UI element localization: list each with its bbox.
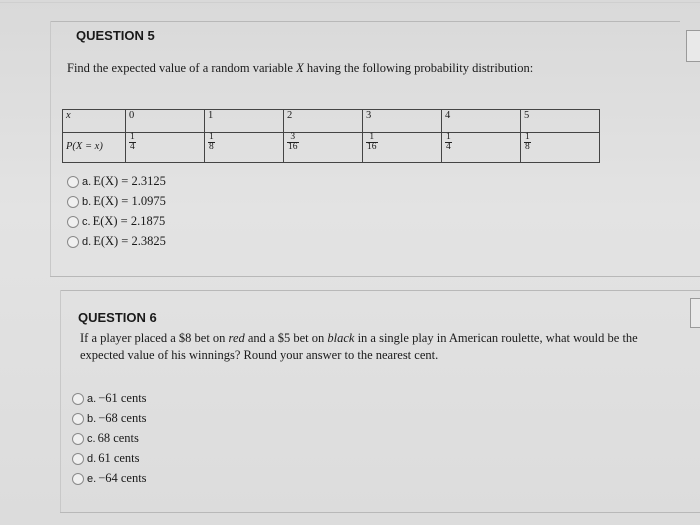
q5-option-d[interactable]: d. E(X) = 2.3825 [82, 234, 166, 248]
q5-top-border [50, 21, 680, 22]
x-value: 4 [442, 110, 521, 133]
q5-left-border [50, 21, 51, 276]
q6-option-d-radio[interactable] [72, 453, 84, 465]
q5-prompt-post: having the following probability distribution: [303, 61, 534, 75]
q6-title: QUESTION 6 [78, 310, 157, 325]
q6-option-b[interactable]: b. −68 cents [87, 411, 147, 425]
q5-option-b[interactable]: b. E(X) = 1.0975 [82, 194, 166, 208]
p-value: $\frac{1}{8}$ [205, 133, 284, 163]
q6-points-box [690, 298, 700, 328]
p-value: $\frac{1}{16}$ [363, 133, 442, 163]
top-divider [0, 2, 700, 3]
x-value: 3 [363, 110, 442, 133]
q5-option-a[interactable]: a. E(X) = 2.3125 [82, 174, 166, 188]
q5-bottom-border [50, 276, 700, 277]
q5-option-b-radio[interactable] [67, 196, 79, 208]
q6-top-border [60, 290, 700, 291]
q6-option-a-radio[interactable] [72, 393, 84, 405]
q5-prompt-var: X [296, 61, 304, 75]
q6-option-c-radio[interactable] [72, 433, 84, 445]
q6-bottom-border [60, 512, 700, 513]
p-value: $\frac{1}{4}$ [442, 133, 521, 163]
x-value: 1 [205, 110, 284, 133]
q5-prompt-pre: Find the expected value of a random variable [67, 61, 297, 75]
x-value: 5 [521, 110, 600, 133]
q6-option-e-radio[interactable] [72, 473, 84, 485]
q5-title: QUESTION 5 [76, 28, 155, 43]
q6-option-c[interactable]: c. 68 cents [87, 431, 139, 445]
q6-option-b-radio[interactable] [72, 413, 84, 425]
p-header: P(X = x) [63, 133, 126, 163]
p-value: $\frac{1}{8}$ [521, 133, 600, 163]
q5-prompt [67, 60, 533, 77]
q6-prompt: If a player placed a $8 bet on red and a $5 bet on black in a single play in American roulette, what would be the expected value of his winnings? Round your answer to the nearest cent. [80, 331, 638, 362]
x-value: 0 [126, 110, 205, 133]
q6-option-e[interactable]: e. −64 cents [87, 471, 147, 485]
q5-option-a-radio[interactable] [67, 176, 79, 188]
q6-option-d[interactable]: d. 61 cents [87, 451, 140, 465]
q6-left-border [60, 290, 61, 512]
x-header: x [63, 110, 126, 133]
p-value: $\frac{1}{4}$ [126, 133, 205, 163]
q5-option-d-radio[interactable] [67, 236, 79, 248]
q5-option-c-radio[interactable] [67, 216, 79, 228]
q6-option-a[interactable]: a. −61 cents [87, 391, 147, 405]
x-value: 2 [284, 110, 363, 133]
distribution-table [62, 109, 600, 163]
q5-option-c[interactable]: c. E(X) = 2.1875 [82, 214, 166, 228]
p-value: $\frac{3}{16}$ [284, 133, 363, 163]
q5-points-box [686, 30, 700, 62]
